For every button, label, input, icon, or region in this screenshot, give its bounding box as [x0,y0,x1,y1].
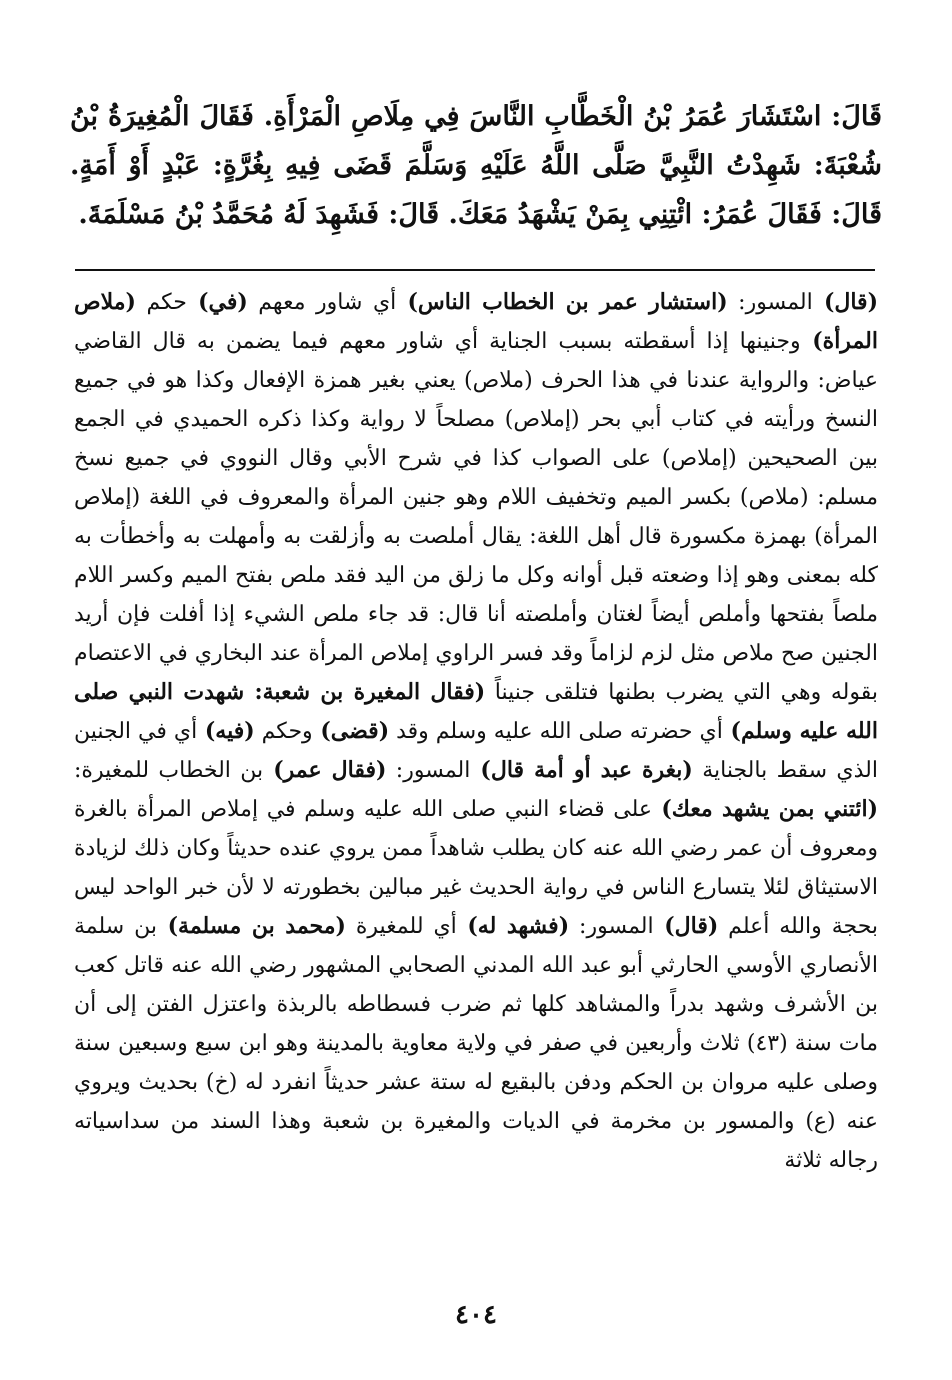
commentary-run: على قضاء النبي صلى الله عليه وسلم في إملاص المرأة بالغرة ومعروف أن عمر رضي الله عنه كان يطلب شاهداً ممن يروي عنده حديثاً وكان ذلك لزيادة الاستيثاق لئلا يتسارع الناس في رواية الحديث غير مبالين بخطورته لا لأن خبر الواحد ليس بحجة والله أعلم [74,797,879,939]
commentary-run: أي في الجنين الذي سقط بالجناية [74,719,878,783]
commentary-quoted-phrase: (قال) [653,913,719,939]
commentary-run: حكم [135,290,187,315]
commentary-text [74,283,878,1180]
commentary-quoted-phrase: (فشهد له) [456,913,570,939]
commentary-paragraph [74,283,878,1180]
page-number: ٤٠٤ [455,1300,497,1330]
hadith-text: قَالَ: اسْتَشَارَ عُمَرُ بْنُ الْخَطَّابِ النَّاسَ فِي مِلَاصِ الْمَرْأَةِ. فَقَالَ الْمُغِيرَةُ بْنُ شُعْبَةَ: شَهِدْتُ النَّبِيَّ صَلَّى اللَّهُ عَلَيْهِ وَسَلَّمَ قَضَى فِيهِ بِغُرَّةٍ: عَبْدٍ أَوْ أَمَةٍ. قَالَ: فَقَالَ عُمَرُ: ائْتِنِي بِمَنْ يَشْهَدُ مَعَكَ. قَالَ: فَشَهِدَ لَهُ مُحَمَّدُ بْنُ مَسْلَمَةَ. [70,101,882,230]
commentary-run: المسور: [727,290,813,315]
footnote-divider [75,269,875,271]
commentary-run: المسور: [569,914,654,939]
commentary-quoted-phrase: (فقال المغيرة بن شعبة: شهدت النبي صلى الله عليه وسلم) [74,679,878,744]
commentary-run: وحكم [254,719,313,744]
commentary-quoted-phrase: (قال) [812,289,878,315]
commentary-run: بن سلمة الأنصاري الأوسي الحارثي أبو عبد الله المدني الصحابي المشهور رضي الله عنه قاتل كعب بن الأشرف وشهد بدراً والمشاهد كلها ثم ضرب فسطاطه بالربذة واعتزل الفتن إلى أن مات سنة (٤٣) ثلاث وأربعين في صفر في ولاية معاوية بالمدينة وهو ابن سبع وسبعين سنة وصلى عليه مروان بن الحكم ودفن بالبقيع له ستة عشر حديثاً انفرد له (خ) بحديث ويروي عنه (ع) والمسور بن مخرمة في الديات والمغيرة بن شعبة وهذا السند من سداسياته رجاله ثلاثة [74,914,878,1173]
commentary-quoted-phrase: (محمد بن مسلمة) [157,913,346,939]
commentary-quoted-phrase: (فيه) [197,718,255,744]
commentary-run: بن الخطاب للمغيرة: [74,758,264,783]
commentary-run: أي شاور معهم [247,290,397,315]
commentary-quoted-phrase: (استشار عمر بن الخطاب الناس) [396,289,728,315]
commentary-run: أي للمغيرة [345,914,457,939]
commentary-run: أي حضرته صلى الله عليه وسلم وقد [389,719,723,744]
commentary-quoted-phrase: (في) [186,289,248,315]
commentary-quoted-phrase: (فقال عمر) [263,757,387,783]
commentary-run: المسور: [386,758,471,783]
commentary-quoted-phrase: (بغرة عبد أو أمة قال) [470,757,693,783]
commentary-quoted-phrase: (ملاص المرأة) [74,289,878,354]
commentary-quoted-phrase: (قضى) [312,718,390,744]
commentary-run: وجنينها إذا أسقطته بسبب الجناية أي شاور معهم فيما يضمن به قال القاضي عياض: والرواية عندنا في هذا الحرف (ملاص) يعني بغير همزة الإفعال وكذا هو في جميع النسخ ورأيته في كتاب أبي بحر (إملاص) مصلحاً لا رواية وكذا ذكره الحميدي في الجمع بين الصحيحين (إملاص) على الصواب كذا في شرح الأبي وقال النووي في جميع نسخ مسلم: (ملاص) بكسر الميم وتخفيف اللام وهو جنين المرأة والمعروف في اللغة (إملاص المرأة) بهمزة مكسورة قال أهل اللغة: يقال أملصت به وأزلقت به وأمهلت به وأخطأت به كله بمعنى وهو إذا وضعته قبل أوانه وكل ما زلق من اليد فقد ملص بفتح الميم وكسر اللام ملصاً بفتحها وأملص أيضاً لغتان وأملصته أنا قال: قد جاء ملص الشيء إذا أفلت فإن أريد الجنين صح ملاص مثل لزم لزاماً وقد فسر الراوي إملاص المرأة عند البخاري في الاعتصام بقوله وهي التي يضرب بطنها فتلقى جنيناً [74,329,879,705]
commentary-quoted-phrase: (ائتني بمن يشهد معك) [652,796,878,822]
